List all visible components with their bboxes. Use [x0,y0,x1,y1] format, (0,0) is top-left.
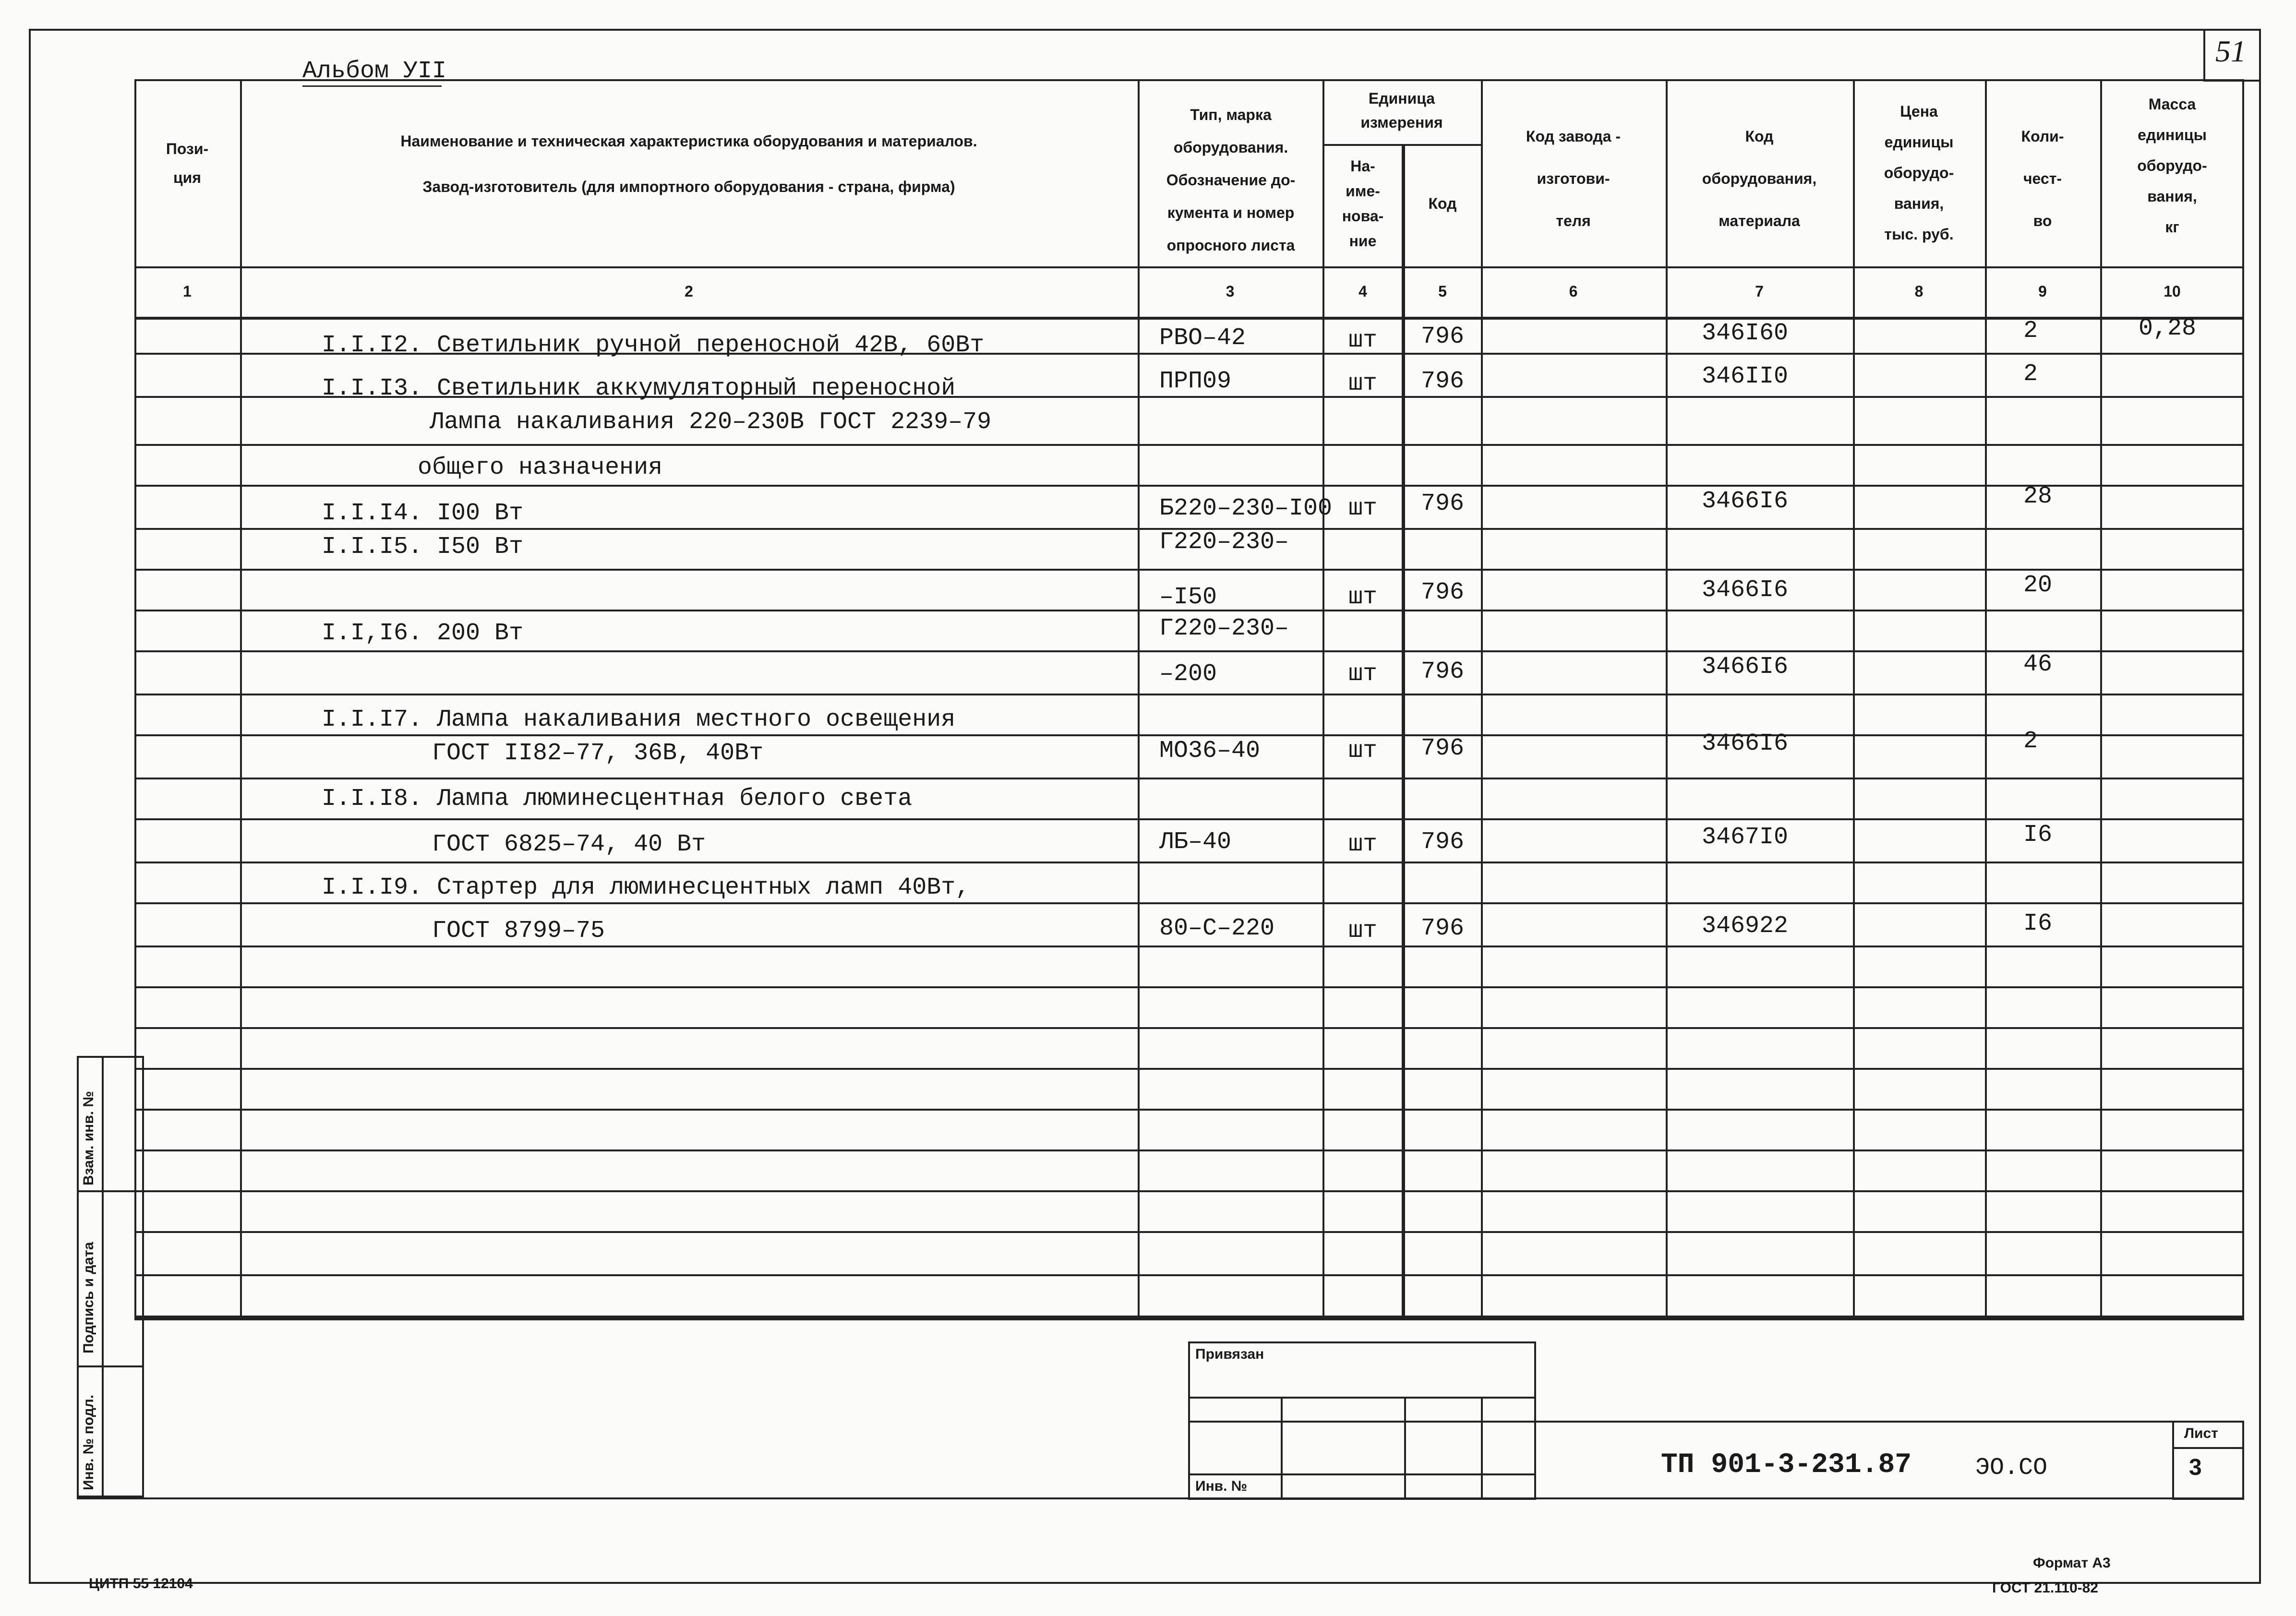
item-name: I.I.I9. Стартер для люминесцентных ламп 40Вт, [322,874,970,901]
row-line [134,818,2244,820]
format-label: Формат А3 [2033,1555,2111,1571]
colnum-8: 8 [1914,283,1923,300]
item-type: РВО–42 [1159,324,1246,352]
label-inv-podl: Инв. № подл. [81,1394,96,1490]
row-line [134,1068,2244,1070]
colnum-bottom-line [134,317,2244,320]
item-name: I.I,I6. 200 Вт [322,620,524,647]
header-name-line2: Завод-изготовитель (для импортного оборудования - страна, фирма) [422,178,955,195]
item-unit: шт [1348,327,1377,354]
stamp-line [1188,1397,1536,1399]
header-price: Цена единицы оборудо- вания, тыс. руб. [1884,103,1954,243]
row-line [134,694,2244,695]
page-number: 51 [2215,34,2246,68]
stamp-col [1281,1397,1283,1500]
item-type: –200 [1159,660,1217,688]
item-name: ГОСТ 6825–74, 40 Вт [432,831,706,858]
col-divider-3 [1322,79,1324,1317]
item-type: –I50 [1159,584,1217,611]
header-unit-code: Код [1428,195,1457,212]
item-qty: I6 [2023,821,2053,849]
item-qty: 2 [2023,317,2038,345]
col-divider-5 [1481,79,1483,1317]
item-unit-code: 796 [1420,658,1464,685]
stamp-line [1188,1473,1536,1475]
album-title: Альбом УII [302,58,447,85]
item-mass: 0,28 [2139,315,2197,342]
item-unit: шт [1348,831,1377,858]
item-unit-code: 796 [1420,828,1464,856]
header-unit: Единица измерения [1360,90,1443,131]
item-code: 3467I0 [1702,824,1789,851]
col-divider-9 [2100,79,2102,1317]
item-code: 3466I6 [1702,576,1789,604]
header-equipment-code: Код оборудования, материала [1702,128,1817,229]
item-name: I.I.I5. I50 Вт [322,533,524,561]
item-name: I.I.I3. Светильник аккумуляторный переносной [322,375,956,402]
header-unit-name: На- име- нова- ние [1342,157,1384,250]
row-line [134,1109,2244,1111]
header-bottom-line [134,266,2244,268]
title-block-top [1536,1421,2244,1423]
spec-table [134,79,2244,1317]
header-type: Тип, марка оборудования. Обозначение до- кумента и номер опросного листа [1166,106,1296,254]
row-line [134,1231,2244,1233]
colnum-9: 9 [2038,283,2047,300]
item-name: общего назначения [418,454,663,481]
header-position: Пози- ция [166,140,209,186]
item-qty: 2 [2023,728,2038,755]
label-podpis-data: Подпись и дата [81,1242,96,1353]
label-vzam-inv: Взам. инв. № [81,1091,96,1185]
inv-no-label: Инв. № [1195,1478,1248,1494]
item-unit: шт [1348,584,1377,611]
item-unit: шт [1348,917,1377,945]
item-unit-code: 796 [1420,735,1464,762]
item-qty: 46 [2023,651,2053,678]
unit-subheader-line [1322,144,1481,146]
colnum-7: 7 [1755,283,1764,300]
header-mass: Масса единицы оборудо- вания, кг [2137,96,2207,236]
header-quantity: Коли- чест- во [2021,128,2064,229]
item-type: Б220–230–I00 [1159,495,1333,522]
item-type: ПРП09 [1159,368,1232,395]
col-divider-8 [1985,79,1987,1317]
row-line [134,902,2244,904]
colnum-10: 10 [2164,283,2181,300]
colnum-3: 3 [1226,283,1235,300]
sheet-box-line [2172,1447,2244,1449]
row-line [134,734,2244,736]
row-line [134,946,2244,947]
item-code: 3466I6 [1702,653,1789,681]
colnum-1: 1 [183,283,192,300]
header-name-line1: Наименование и техническая характеристика оборудования и материалов. [400,132,977,150]
row-line [134,1274,2244,1276]
col-divider-2 [1138,79,1140,1317]
item-code: 3466I6 [1702,730,1789,757]
item-code: 3466I6 [1702,488,1789,515]
row-line [134,485,2244,487]
document-code: ТП 901-3-231.87 [1661,1449,1912,1481]
item-unit-code: 796 [1420,323,1464,350]
item-unit-code: 796 [1420,368,1464,395]
row-line [134,1190,2244,1192]
item-name: I.I.I4. I00 Вт [322,500,524,527]
item-qty: 20 [2023,572,2053,599]
row-line [134,1149,2244,1151]
item-type: ЛБ–40 [1159,828,1232,856]
footer-left: ЦИТП 55 12104 [89,1576,193,1592]
colnum-4: 4 [1358,283,1367,300]
item-qty: 28 [2023,483,2053,510]
item-type: Г220–230– [1159,615,1289,642]
row-line [134,778,2244,779]
col-divider-6 [1666,79,1668,1317]
item-name: ГОСТ II82–77, 36В, 40Вт [432,740,764,767]
item-name: Лампа накаливания 220–230В ГОСТ 2239–79 [430,408,992,436]
item-unit-code: 796 [1420,579,1464,606]
colnum-6: 6 [1569,283,1578,300]
item-name: I.I.I7. Лампа накаливания местного освещения [322,706,956,733]
item-name: I.I.I2. Светильник ручной переносной 42В, 60Вт [322,332,985,359]
item-code: 346I60 [1702,320,1789,347]
item-code: 346922 [1702,912,1789,940]
item-unit: шт [1348,660,1377,688]
stamp-col [1404,1397,1406,1500]
item-unit-code: 796 [1420,490,1464,517]
item-unit-code: 796 [1420,915,1464,942]
col-divider-7 [1853,79,1855,1317]
item-type: 80–С–220 [1159,915,1275,942]
item-type: МО36–40 [1159,737,1261,765]
row-line [134,1027,2244,1029]
item-type: Г220–230– [1159,528,1289,556]
row-line [134,444,2244,446]
table-bottom-line [134,1317,2244,1320]
section-code: ЭО.СО [1975,1454,2048,1482]
col-divider-1 [240,79,242,1317]
item-qty: I6 [2023,910,2053,937]
item-name: I.I.I8. Лампа люминесцентная белого света [322,785,913,813]
row-line [134,650,2244,652]
sheet-number: 3 [2189,1455,2202,1480]
colnum-2: 2 [685,283,693,300]
row-line [134,862,2244,863]
item-unit: шт [1348,370,1377,397]
item-code: 346II0 [1702,363,1789,390]
item-name: ГОСТ 8799–75 [432,917,605,945]
row-line [134,986,2244,988]
col-divider-4 [1402,144,1405,1317]
colnum-5: 5 [1438,283,1447,300]
approval-strip-divider [102,1056,104,1497]
header-maker-code: Код завода - изготови- теля [1526,128,1621,229]
approval-strip-line [77,1365,144,1367]
stamp-col [1481,1397,1483,1500]
approval-strip-line [77,1190,144,1192]
privyazan-label: Привязан [1195,1346,1264,1362]
item-unit: шт [1348,495,1377,522]
stamp-line [1188,1421,1536,1423]
sheet-label: Лист [2184,1425,2218,1441]
item-qty: 2 [2023,360,2038,388]
gost-label: ГОСТ 21.110-82 [1992,1580,2098,1596]
item-unit: шт [1348,737,1377,765]
stamp-frame-top [77,1497,2244,1499]
row-line [134,569,2244,571]
